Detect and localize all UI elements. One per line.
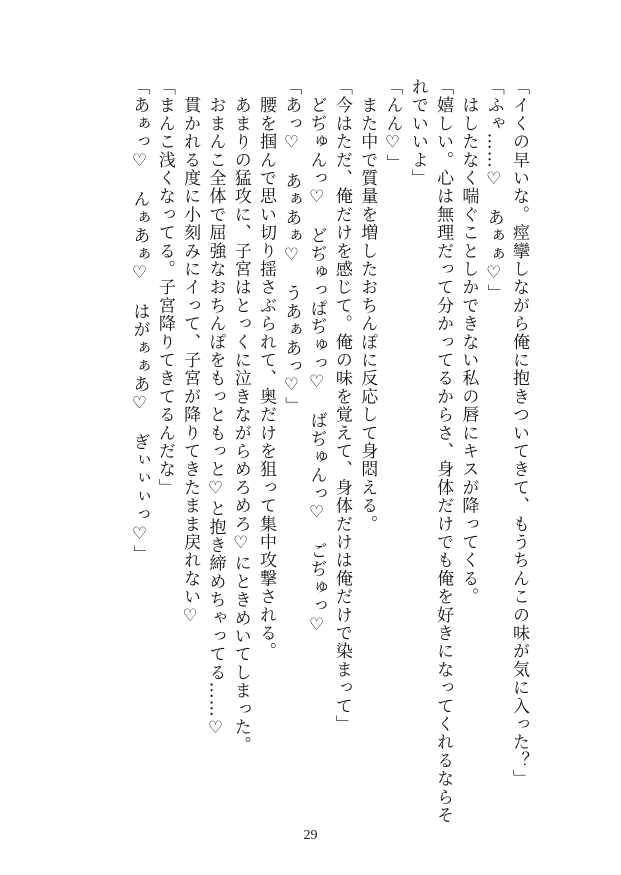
text-line: 「あっ♡ あぁあぁ♡ うあぁあっ♡」 xyxy=(281,78,302,415)
vertical-text-body xyxy=(126,78,531,825)
text-line: あまりの猛攻に、子宮はとっくに泣きながらめろめろ♡にときめいてしまった。 xyxy=(230,78,251,755)
text-line: 「イくの早いな。痙攣しながら俺に抱きついてきて、もうちんこの味が気に入った？」 xyxy=(509,78,529,788)
text-line: また中で質量を増したおちんぽに反応して身悶える。 xyxy=(357,78,378,533)
text-line: はしたなく喘ぐことしかできない私の唇にキスが降ってくる。 xyxy=(458,78,479,606)
text-line: 腰を掴んで思い切り揺さぶられて、奥だけを狙って集中攻撃される。 xyxy=(256,78,277,661)
text-line: れでいいよ」 xyxy=(407,78,428,188)
text-line: 貫かれる度に小刻みにイって、子宮が降りてきたまま戻れない♡ xyxy=(180,78,201,627)
text-line: どぢゅんっ♡ どぢゅっぱぢゅっ♡ ばぢゅんっ♡ ごぢゅっ♡ xyxy=(306,78,327,636)
page-number: 29 xyxy=(303,828,318,843)
text-line: 「んん♡」 xyxy=(382,78,403,172)
text-line: 「ふゃ……♡ あぁぁ♡」 xyxy=(483,78,504,303)
text-line: 「まんこ浅くなってる。子宮降りてきてるんだな」 xyxy=(154,78,175,497)
text-line: おまんこ全体で屈強なおちんぽをもっともっと♡と抱き締めちゃってる……♡ xyxy=(205,78,226,740)
text-line: 「嬉しい。心は無理だって分かってるからさ、身体だけでも俺を好きになってくれるならそ xyxy=(433,78,454,825)
text-line: 「今はただ、俺だけを感じて。俺の味を覚えて、身体だけは俺だけで染まって」 xyxy=(331,78,352,734)
text-line: 「あぁっ♡ んぁあぁ♡ はがぁぁあ♡ ぎぃぃぃっ♡」 xyxy=(129,78,150,564)
